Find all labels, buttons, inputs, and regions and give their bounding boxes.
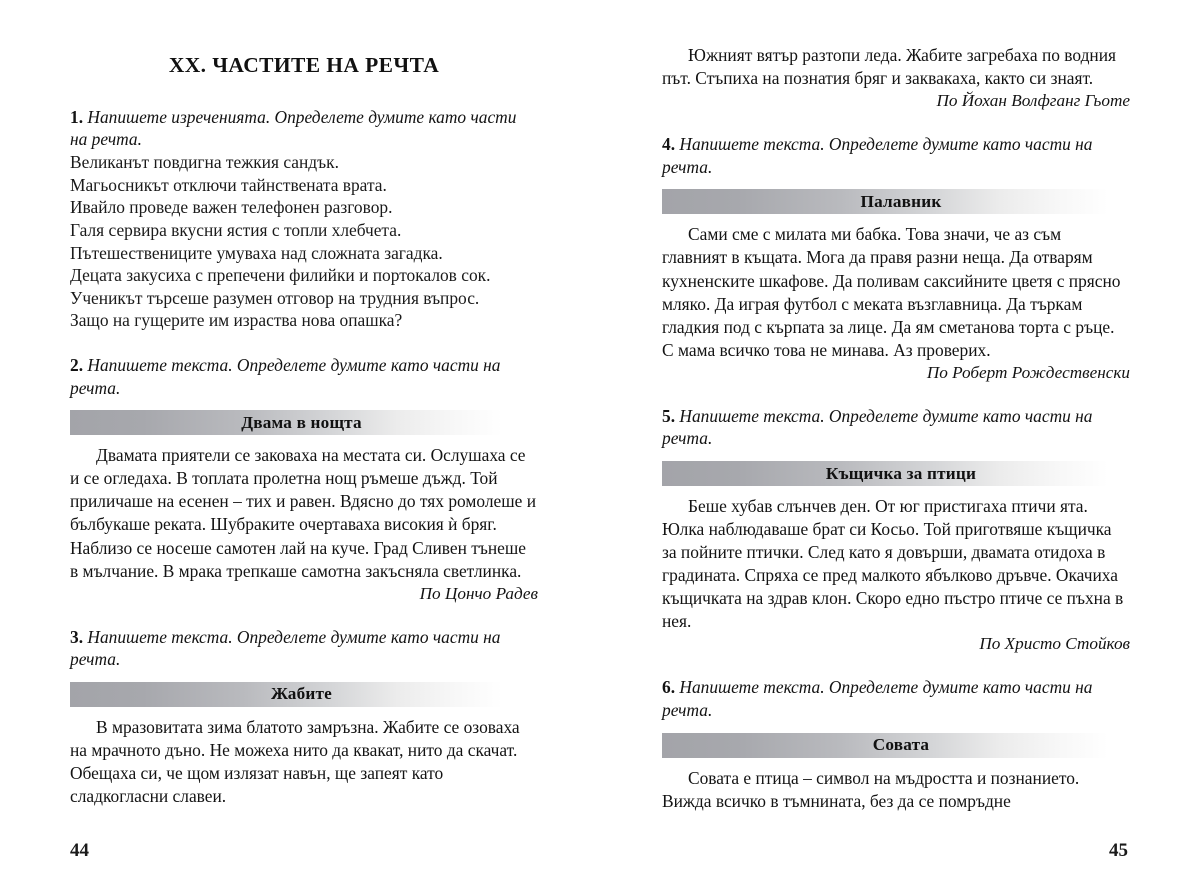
- exercise-1: [70, 106, 538, 332]
- exercise-3-continuation: [662, 44, 1130, 111]
- exercise-3-body-part2: Южният вятър разтопи леда. Жабите загребаха по водния път. Стъпиха на познатия бряг и заквакаха, както си знаят.: [662, 45, 1117, 89]
- list-item: Ученикът търсеше разумен отговор на трудния въпрос.: [70, 287, 480, 308]
- text-title-label: Палавник: [860, 191, 942, 211]
- exercise-2-instruction-text: Напишете текста. Определете думите като части на речта.: [70, 355, 501, 398]
- exercise-2: [70, 354, 538, 604]
- exercise-2-instruction: [70, 354, 538, 399]
- exercise-4-attribution: По Роберт Рождественски: [926, 362, 1130, 382]
- list-item: Галя сервира вкусни ястия с топли хлебчета.: [70, 219, 402, 240]
- exercise-4: [662, 133, 1130, 383]
- exercise-1-instruction: [70, 106, 538, 151]
- list-item: Защо на гущерите им израства нова опашка?: [70, 310, 403, 331]
- exercise-3-instruction-text: Напишете текста. Определете думите като части на речта.: [70, 626, 501, 670]
- exercise-6-instruction: [662, 676, 1130, 721]
- exercise-5-attribution: По Христо Стойков: [979, 634, 1130, 654]
- text-title-label: Жабите: [271, 684, 332, 704]
- list-item: Магьосникът отключи тайнствената врата.: [70, 174, 387, 195]
- text-title-bar-zhabite: [70, 682, 525, 707]
- text-title-label: Двама в нощта: [241, 412, 362, 432]
- page-number-left: 44: [70, 840, 89, 861]
- text-title-bar-sovata: [662, 733, 1132, 758]
- exercise-4-instruction-text: Напишете текста. Определете думите като части на речта.: [662, 134, 1093, 177]
- exercise-5: [662, 405, 1130, 655]
- exercise-2-number: 2.: [70, 355, 84, 376]
- exercise-6-body: Совата е птица – символ на мъдростта и познанието. Вижда всичко в тъмнината, без да се помръдне: [662, 767, 1080, 811]
- exercise-6: [662, 676, 1130, 812]
- exercise-4-number: 4.: [662, 134, 676, 155]
- text-title-label: Совата: [872, 735, 930, 755]
- exercise-3-number: 3.: [70, 626, 84, 647]
- list-item: Пътешествениците умуваха над сложната загадка.: [70, 242, 443, 263]
- list-item: Децата закусиха с препечени филийки и портокалов сок.: [70, 265, 491, 286]
- exercise-5-instruction-text: Напишете текста. Определете думите като части на речта.: [662, 405, 1093, 449]
- text-title-bar-palavnik: [662, 189, 1132, 214]
- exercise-6-number: 6.: [662, 677, 676, 698]
- text-title-bar-dvama-v-noshtta: [70, 410, 525, 435]
- exercise-4-body: Сами сме с милата ми бабка. Това значи, че аз съм главният в къщата. Мога да правя разни неща. Да отварям кухненските шкафове. Да поливам саксийните цветя с прясно мляко. Да играя футбол с меката възглавница. Да търкам гладкия под с кърпата за лице. Да ям сметанова торта с ръце. С мама всичко това не минава. Аз проверих.: [662, 224, 1121, 360]
- exercise-3-instruction: [70, 626, 538, 671]
- list-item: Великанът повдигна тежкия сандък.: [70, 152, 339, 173]
- page-number-right: 45: [1109, 840, 1128, 861]
- exercise-2-attribution: По Цончо Радев: [419, 583, 538, 603]
- exercise-3: [70, 626, 538, 809]
- exercise-1-number: 1.: [70, 106, 84, 127]
- exercise-2-body: Двамата приятели се заковаха на местата си. Ослушаха се и се огледаха. В топлата пролетна нощ ръмеше дъжд. Той приличаше на есенен – тих и равен. Вдясно до тях ромолеше и бълбукаше реката. Шубраките очертаваха високия ѝ бряг. Наблизо се носеше самотен лай на куче. Град Сливен тънеше в мълчание. В мрака трепкаше самотна закъсняла светлинка.: [70, 445, 537, 581]
- exercise-5-number: 5.: [662, 405, 676, 426]
- exercise-1-instruction-text: Напишете изреченията. Определете думите като части на речта.: [70, 106, 517, 150]
- text-title-bar-kashtichka-za-ptici: [662, 461, 1132, 486]
- exercise-6-instruction-text: Напишете текста. Определете думите като части на речта.: [662, 677, 1093, 720]
- text-title-label: Къщичка за птици: [825, 463, 977, 483]
- list-item: Ивайло проведе важен телефонен разговор.: [70, 197, 393, 218]
- exercise-4-instruction: [662, 133, 1130, 178]
- right-page-column: [600, 0, 1200, 896]
- exercise-3-attribution: По Йохан Волфганг Гьоте: [936, 91, 1130, 111]
- page-title: XX. ЧАСТИТЕ НА РЕЧТА: [168, 53, 440, 77]
- exercise-3-body-part1: В мразовитата зима блатото замръзна. Жабите се озоваха на мрачното дъно. Не можеха нито да квакат, нито да скачат. Обещаха си, че щом излязат навън, ще запеят като сладкогласни славеи.: [70, 716, 520, 807]
- exercise-1-sentence-list: [70, 151, 538, 332]
- exercise-5-instruction: [662, 405, 1130, 450]
- exercise-5-body: Беше хубав слънчев ден. От юг пристигаха птичи ята. Юлка наблюдаваше брат си Косьо. Той приготвяше къщичка за пойните птички. След като я довърши, двамата отидоха в градината. Спряха се пред малкото ябълково дръвче. Окачиха къщичката на здрав клон. Скоро едно пъстро птиче се пъхна в нея.: [662, 496, 1124, 632]
